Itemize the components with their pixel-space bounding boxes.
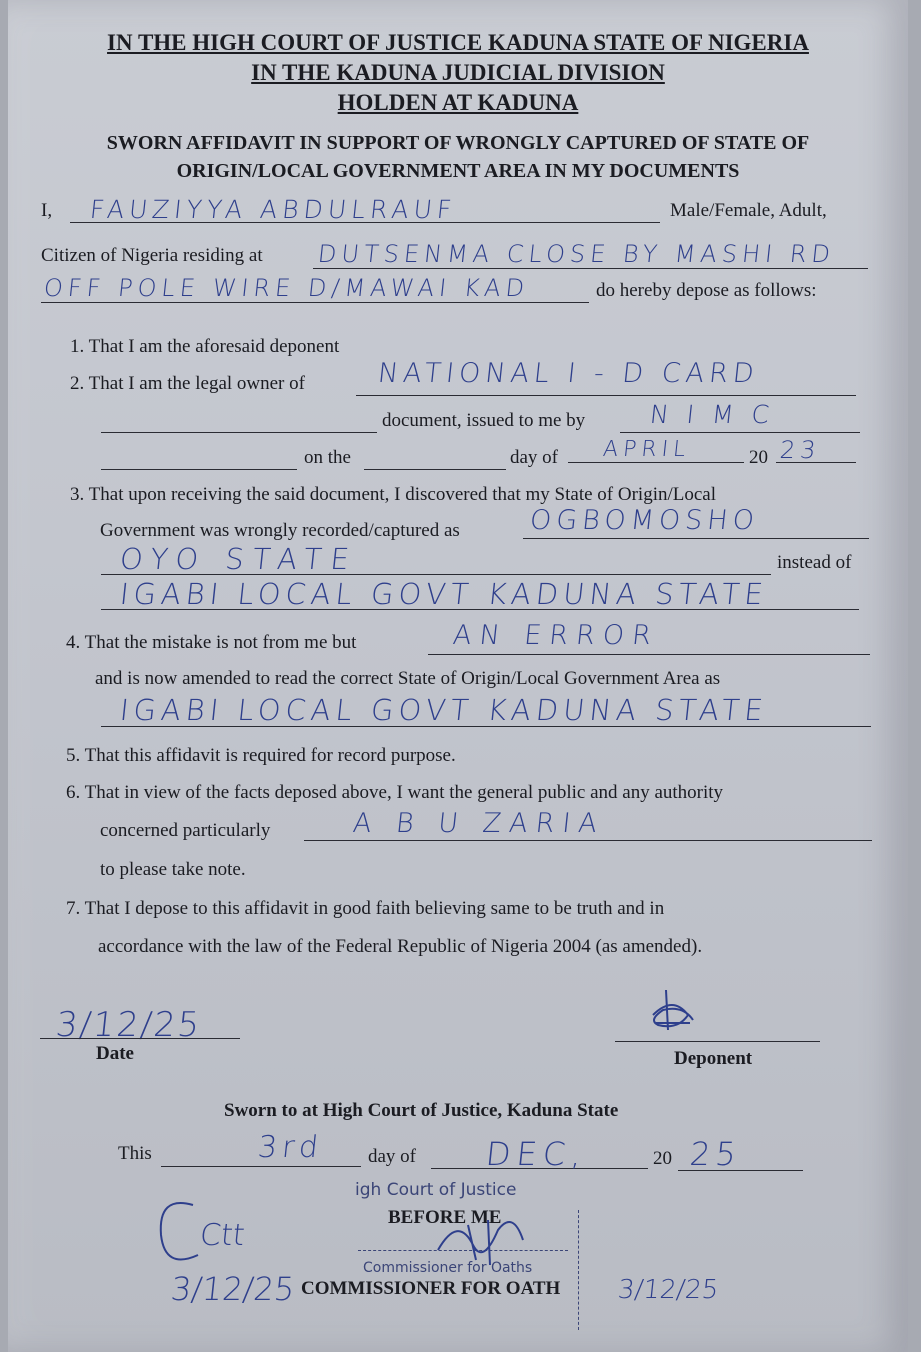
document-blank-line	[101, 432, 377, 433]
depose-text: do hereby depose as follows:	[596, 280, 817, 301]
item-6-text-3: to please take note.	[100, 859, 246, 880]
wrong-lga-line	[523, 538, 869, 539]
address-value-2: OFF POLE WIRE D/MAWAI KAD	[42, 274, 531, 302]
sworn-day-line	[161, 1166, 361, 1167]
wrong-state-value: OYO STATE	[118, 542, 360, 576]
instead-of-text: instead of	[777, 552, 852, 573]
issue-month: APRIL	[601, 437, 692, 462]
year-prefix: 20	[749, 447, 768, 468]
stamp-border	[578, 1210, 581, 1330]
item-4-text: 4. That the mistake is not from me but	[66, 632, 357, 653]
sworn-text: Sworn to at High Court of Justice, Kaduna State	[224, 1100, 619, 1121]
date-line	[40, 1038, 240, 1039]
deponent-line	[615, 1041, 820, 1042]
date-value: 3/12/25	[53, 1005, 204, 1045]
issued-text: document, issued to me by	[382, 410, 586, 431]
document-line	[356, 395, 856, 396]
division-title: IN THE KADUNA JUDICIAL DIVISION	[251, 60, 665, 85]
authority-line	[304, 840, 872, 841]
sworn-day-of: day of	[368, 1146, 417, 1167]
item-6-text-2: concerned particularly	[100, 820, 271, 841]
i-label: I,	[41, 200, 53, 221]
sworn-day: 3rd	[256, 1130, 325, 1165]
affidavit-title-line2: ORIGIN/LOCAL GOVERNMENT AREA IN MY DOCUMENTS	[176, 160, 740, 182]
authority-value: A B U ZARIA	[351, 808, 607, 839]
holden-title: HOLDEN AT KADUNA	[337, 90, 579, 115]
deponent-name: FAUZIYYA ABDULRAUF	[88, 195, 458, 224]
initial-left: Ctt	[198, 1218, 247, 1253]
affidavit-paper	[8, 0, 908, 1352]
address-value-1: DUTSENMA CLOSE BY MASHI RD	[316, 240, 837, 268]
issuer-value: N I M C	[648, 400, 776, 429]
date-left: 3/12/25	[169, 1270, 297, 1308]
sworn-month: DEC,	[484, 1135, 590, 1173]
commissioner-label: COMMISSIONER FOR OATH	[301, 1278, 561, 1299]
citizen-text: Citizen of Nigeria residing at	[41, 245, 263, 266]
item-5: 5. That this affidavit is required for record purpose.	[66, 745, 456, 766]
month-line	[568, 462, 744, 463]
item-1: 1. That I am the aforesaid deponent	[70, 336, 340, 357]
deponent-signature	[638, 985, 708, 1045]
item-6-text: 6. That in view of the facts deposed above, I want the general public and any authority	[66, 782, 724, 803]
item-4-text-2: and is now amended to read the correct State of Origin/Local Government Area as	[95, 668, 721, 689]
sworn-year-prefix: 20	[653, 1148, 672, 1169]
item-7-text: 7. That I depose to this affidavit in good faith believing same to be truth and in	[66, 898, 665, 919]
affidavit-title-line1: SWORN AFFIDAVIT IN SUPPORT OF WRONGLY CAPTURED OF STATE OF	[106, 132, 810, 154]
mistake-source-line	[428, 654, 870, 655]
amended-state-value: IGABI LOCAL GOVT KADUNA STATE	[118, 693, 770, 727]
commissioner-stamp-text: Commissioner for Oaths	[363, 1260, 533, 1276]
court-stamp-text: igh Court of Justice	[355, 1180, 517, 1200]
address-line-2	[41, 302, 589, 303]
before-me: BEFORE ME	[388, 1207, 502, 1228]
date-right: 3/12/25	[616, 1275, 720, 1305]
item-2-text: 2. That I am the legal owner of	[70, 373, 305, 394]
wrong-lga-value: OGBOMOSHO	[528, 505, 761, 536]
deponent-label: Deponent	[674, 1048, 753, 1069]
day-blank-line	[364, 469, 506, 470]
on-the-text: on the	[304, 447, 351, 468]
mistake-source-value: AN ERROR	[451, 620, 661, 651]
item-3-text-2: Government was wrongly recorded/captured as	[100, 520, 460, 541]
court-title: IN THE HIGH COURT OF JUSTICE KADUNA STATE OF NIGERIA	[107, 30, 809, 55]
issuer-line	[620, 432, 860, 433]
date-label: Date	[96, 1043, 134, 1064]
correct-state-value: IGABI LOCAL GOVT KADUNA STATE	[118, 577, 770, 611]
date-blank-line	[101, 469, 297, 470]
this-text: This	[118, 1143, 152, 1164]
item-7-text-2: accordance with the law of the Federal Republic of Nigeria 2004 (as amended).	[98, 936, 703, 957]
gender-text: Male/Female, Adult,	[670, 200, 827, 221]
address-line-1	[313, 268, 868, 269]
sworn-year: 25	[688, 1135, 743, 1173]
issue-year: 23	[778, 436, 823, 464]
item-3-text: 3. That upon receiving the said document, I discovered that my State of Origin/Local	[70, 484, 716, 505]
day-of-text: day of	[510, 447, 559, 468]
document-value: NATIONAL I - D CARD	[376, 358, 761, 389]
